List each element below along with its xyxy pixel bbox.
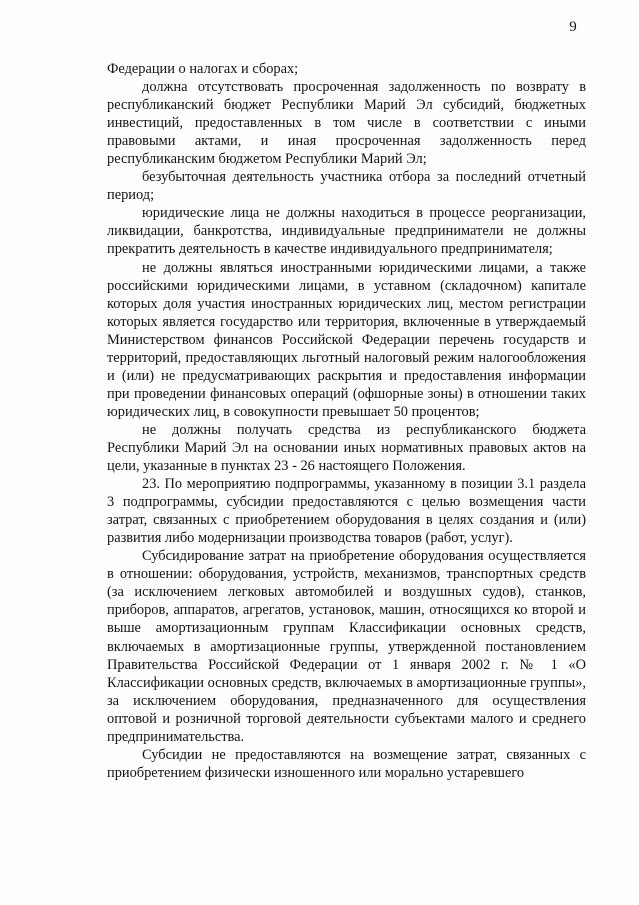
page-number: 9 bbox=[569, 19, 577, 35]
paragraph: безубыточная деятельность участника отбора за последний отчетный период; bbox=[107, 169, 586, 204]
paragraph: юридические лица не должны находиться в процессе реорганизации, ликвидации, банкротства, индивидуальные предприниматели не должны прекратить деятельность в качестве индивидуального предпринимателя; bbox=[107, 205, 586, 258]
paragraph: не должны являться иностранными юридическими лицами, а также российскими юридическими лицами, в уставном (складочном) капитале которых доля участия иностранных юридических лиц, местом регистрации которых является государство или территория, включенные в утверждаемый Министерством финансов Российской Федерации перечень государств и территорий, предоставляющих льготный налоговый режим налогообложения и (или) не предусматривающих раскрытия и предоставления информации при проведении финансовых операций (офшорные зоны) в отношении таких юридических лиц, в совокупности превышает 50 процентов; bbox=[107, 259, 586, 420]
paragraph: должна отсутствовать просроченная задолженность по возврату в республиканский бюджет Республики Марий Эл субсидий, бюджетных инвестиций, предоставленных в том числе в соответствии с иными правовыми актами, и иная просроченная задолженность перед республиканским бюджетом Республики Марий Эл; bbox=[107, 79, 586, 168]
paragraph: Субсидирование затрат на приобретение оборудования осуществляется в отношении: оборудования, устройств, механизмов, транспортных средств (за исключением легковых автомобилей и воздушных судов), станков, приборов, аппаратов, агрегатов, установок, машин, относящихся ко второй и выше амортизационным группам Классификации основных средств, включаемых в амортизационные группы, утвержденной постановлением Правительства Российской Федерации от 1 января 2002 г. № 1 «О Классификации основных средств, включаемых в амортизационные группы», за исключением оборудования, предназначенного для осуществления оптовой и розничной торговой деятельности субъектами малого и среднего предпринимательства. bbox=[107, 548, 586, 745]
paragraph: Субсидии не предоставляются на возмещение затрат, связанных с приобретением физически изношенного или морально устаревшего bbox=[107, 746, 586, 781]
paragraph: 23. По мероприятию подпрограммы, указанному в позиции 3.1 раздела 3 подпрограммы, субсидии предоставляются с целью возмещения части затрат, связанных с приобретением оборудования в целях создания и (или) развития либо модернизации производства товаров (работ, услуг). bbox=[107, 476, 586, 547]
paragraph: Федерации о налогах и сборах; bbox=[107, 61, 299, 77]
document-body bbox=[107, 60, 586, 782]
paragraph: не должны получать средства из республиканского бюджета Республики Марий Эл на основании иных нормативных правовых актов на цели, указанные в пунктах 23 - 26 настоящего Положения. bbox=[107, 421, 586, 475]
